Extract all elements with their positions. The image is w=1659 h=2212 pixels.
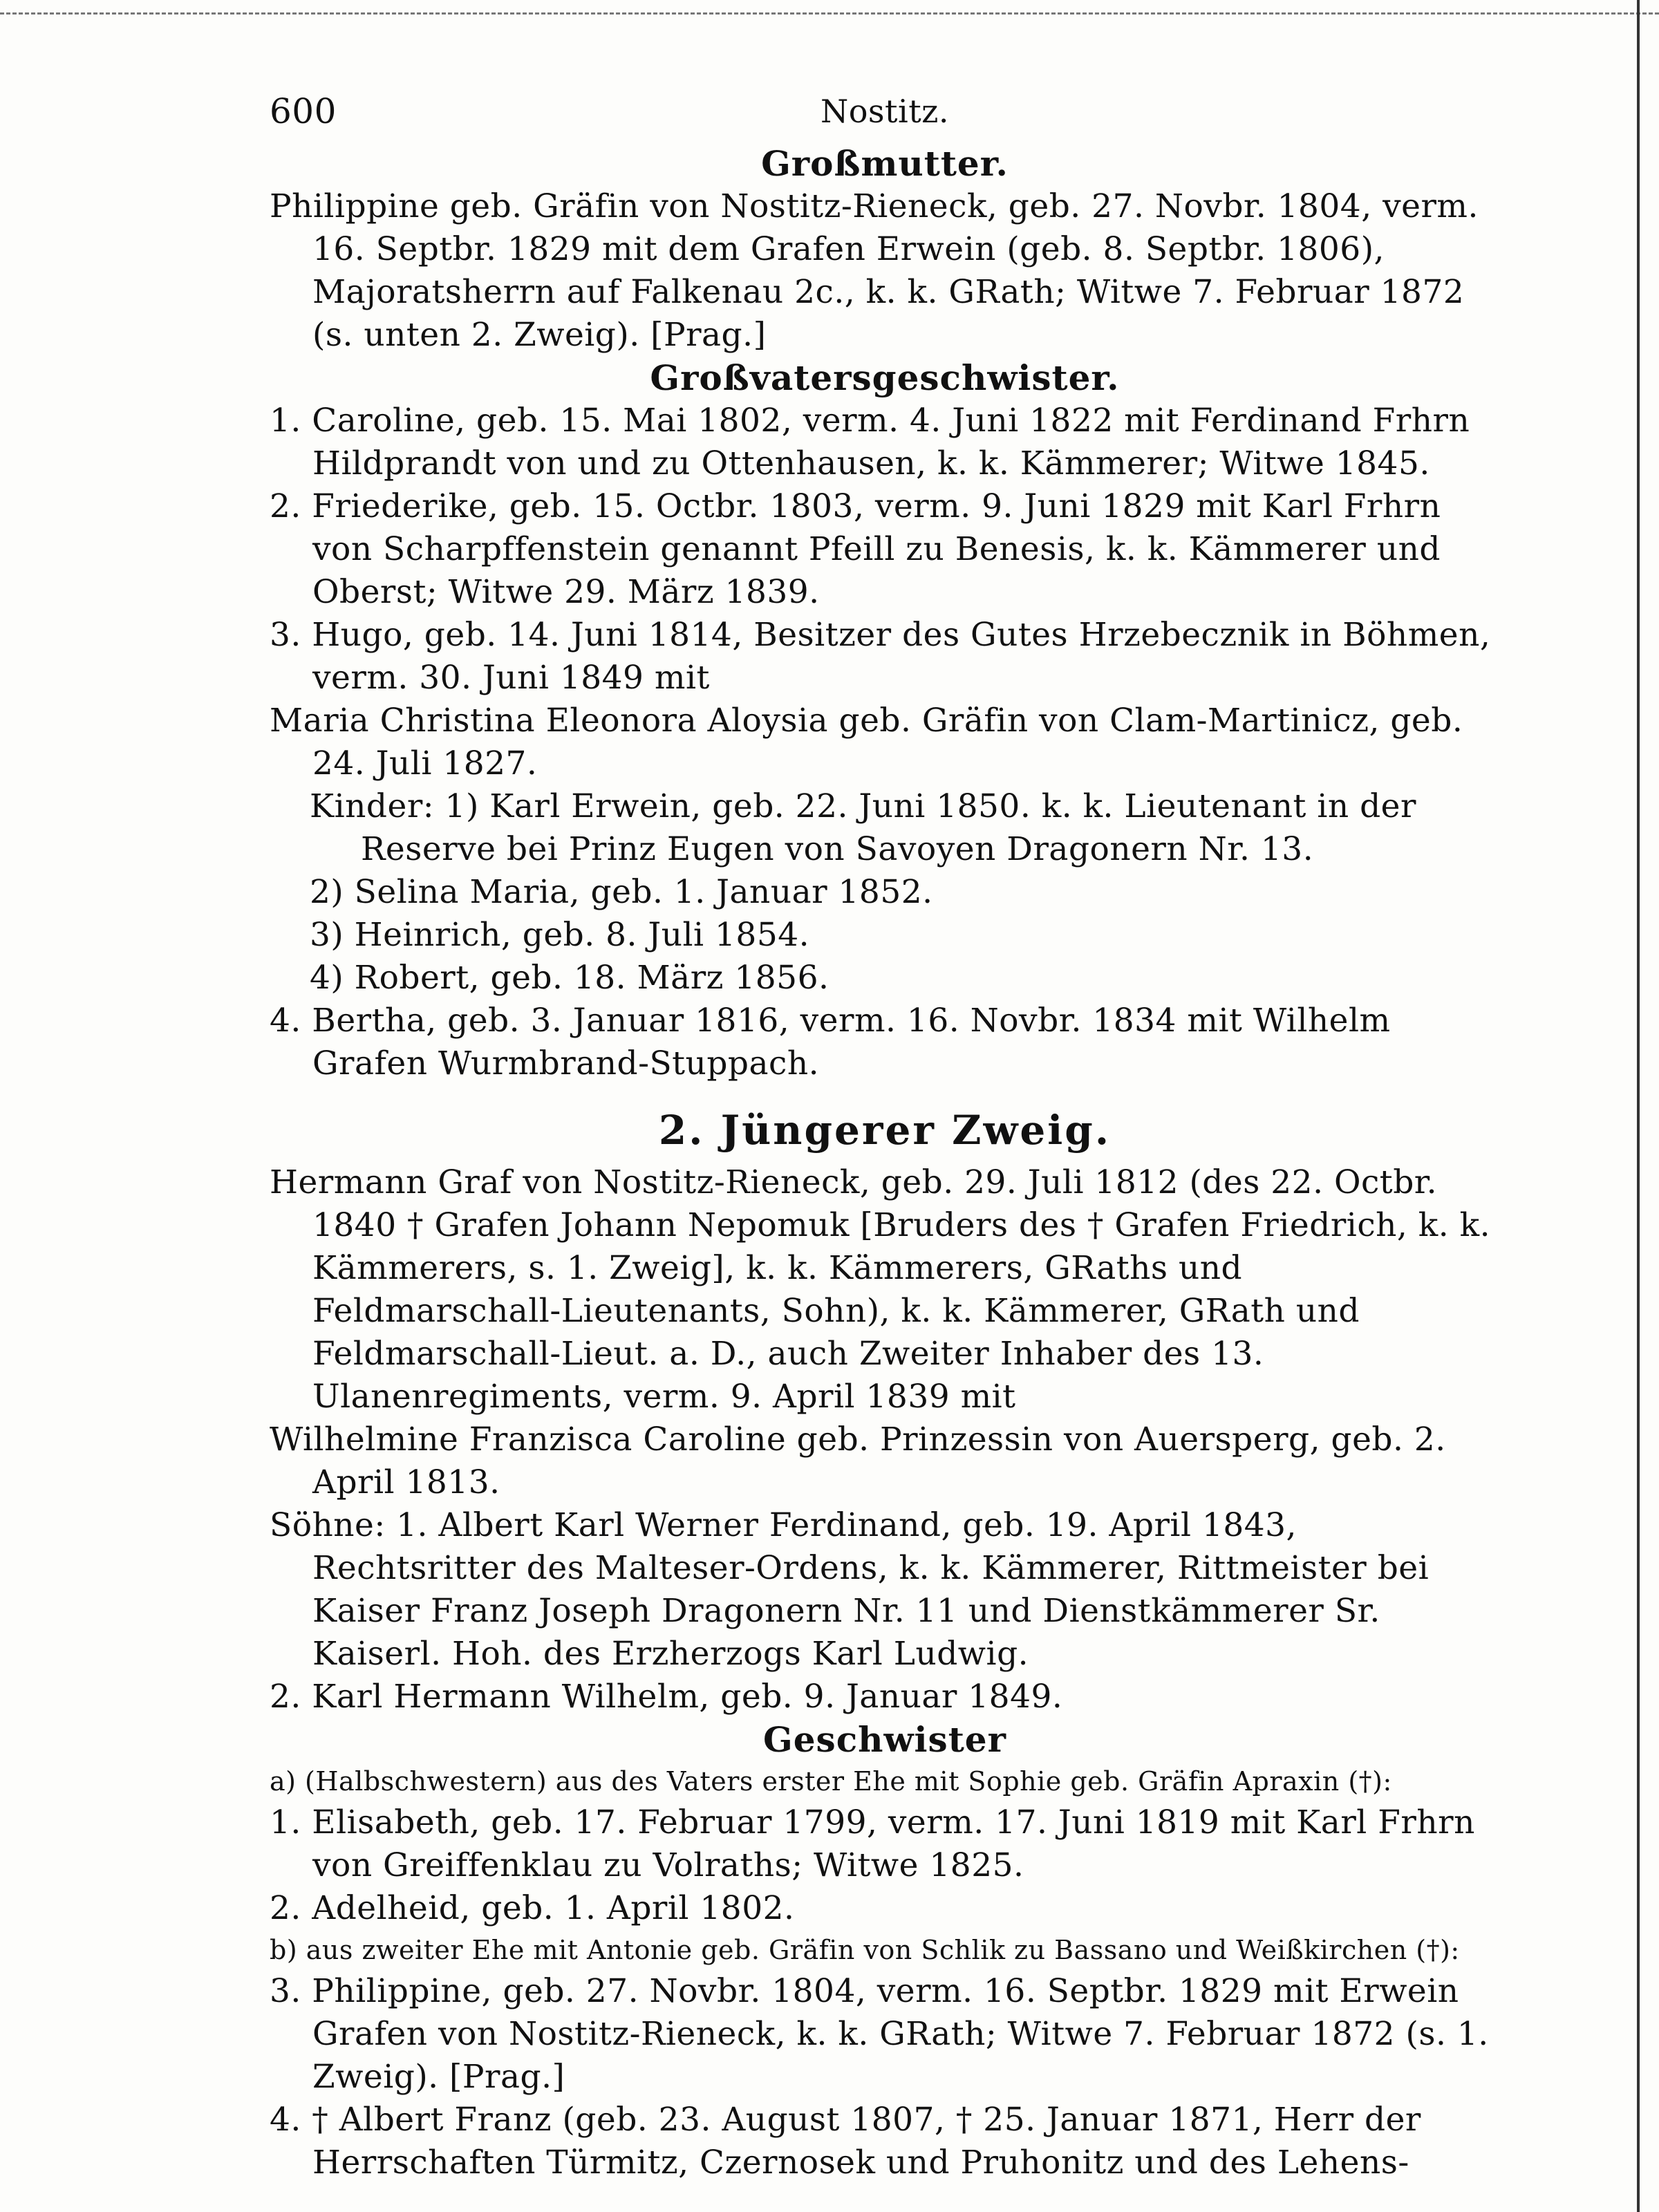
page-edge-right [1637, 0, 1640, 2212]
page-number: 600 [270, 91, 337, 131]
entry-kinder-3: 3) Heinrich, geb. 8. Juli 1854. [310, 916, 810, 954]
entry-adelheid: 2. Adelheid, geb. 1. April 1802. [270, 1889, 795, 1927]
heading-geschwister: Geschwister [763, 1719, 1006, 1760]
entry-wilhelmine: Wilhelmine Franzisca Caroline geb. Prinzessin von Auersperg, geb. 2. April 1813. [270, 1421, 1446, 1501]
entry-friederike: 2. Friederike, geb. 15. Octbr. 1803, verm. 9. Juni 1829 mit Karl Frhrn von Scharpffenstein genannt Pfeill zu Benesis, k. k. Kämmerer und Oberst; Witwe 29. März 1839. [270, 487, 1441, 611]
running-head: Nostitz. [820, 93, 950, 130]
entry-kinder-4: 4) Robert, geb. 18. März 1856. [310, 959, 830, 997]
entry-hermann: Hermann Graf von Nostitz-Rieneck, geb. 29. Juli 1812 (des 22. Octbr. 1840 † Grafen Johann Nepomuk [Bruders des † Grafen Friedrich, k. k. Kämmerers, s. 1. Zweig], k. k. Kämmerers, GRaths und Feldmarschall-Lieutenants, Sohn), k. k. Kämmerer, GRath und Feldmarschall-Lieut. a. D., auch Zweiter Inhaber des 13. Ulanenregiments, verm. 9. April 1839 mit [270, 1163, 1491, 1416]
entry-bertha: 4. Bertha, geb. 3. Januar 1816, verm. 16. Novbr. 1834 mit Wilhelm Grafen Wurmbrand-Stuppach. [270, 1002, 1391, 1082]
entry-kinder-1: Kinder: 1) Karl Erwein, geb. 22. Juni 1850. k. k. Lieutenant in der Reserve bei Prinz Eugen von Savoyen Dragonern Nr. 13. [310, 787, 1416, 868]
entry-hugo-wife: Maria Christina Eleonora Aloysia geb. Gräfin von Clam-Martinicz, geb. 24. Juli 1827. [270, 702, 1463, 782]
entry-philippine: 3. Philippine, geb. 27. Novbr. 1804, verm. 16. Septbr. 1829 mit Erwein Grafen von Nostitz-Rieneck, k. k. GRath; Witwe 7. Februar 1872 (s. 1. Zweig). [Prag.] [270, 1972, 1489, 2096]
entry-grossmutter: Philippine geb. Gräfin von Nostitz-Rieneck, geb. 27. Novbr. 1804, verm. 16. Septbr. 1829 mit dem Grafen Erwein (geb. 8. Septbr. 1806), Majoratsherrn auf Falkenau 2c., k. k. GRath; Witwe 7. Februar 1872 (s. unten 2. Zweig). [Prag.] [270, 187, 1479, 354]
heading-grossvatersgeschwister: Großvatersgeschwister. [650, 357, 1120, 398]
heading-juengerer-zweig: 2. Jüngerer Zweig. [658, 1107, 1112, 1154]
entry-hugo: 3. Hugo, geb. 14. Juni 1814, Besitzer des Gutes Hrzebecznik in Böhmen, verm. 30. Juni 1849 mit [270, 616, 1491, 697]
note-zweite-ehe: b) aus zweiter Ehe mit Antonie geb. Gräfin von Schlik zu Bassano und Weißkirchen (†): [270, 1935, 1460, 1965]
entry-soehne-2: 2. Karl Hermann Wilhelm, geb. 9. Januar 1849. [270, 1678, 1063, 1716]
entry-elisabeth: 1. Elisabeth, geb. 17. Februar 1799, verm. 17. Juni 1819 mit Karl Frhrn von Greiffenklau zu Volraths; Witwe 1825. [270, 1803, 1475, 1884]
entry-caroline: 1. Caroline, geb. 15. Mai 1802, verm. 4. Juni 1822 mit Ferdinand Frhrn Hildprandt von und zu Ottenhausen, k. k. Kämmerer; Witwe 1845. [270, 402, 1470, 482]
entry-kinder-2: 2) Selina Maria, geb. 1. Januar 1852. [310, 873, 933, 911]
note-halbschwestern: a) (Halbschwestern) aus des Vaters erster Ehe mit Sophie geb. Gräfin Apraxin (†): [270, 1766, 1392, 1797]
entry-soehne-1: Söhne: 1. Albert Karl Werner Ferdinand, geb. 19. April 1843, Rechtsritter des Malteser-Ordens, k. k. Kämmerer, Rittmeister bei Kaiser Franz Joseph Dragonern Nr. 11 und Dienstkämmerer Sr. Kaiserl. Hoh. des Erzherzogs Karl Ludwig. [270, 1506, 1430, 1673]
document-page [270, 90, 1500, 2184]
page-edge-top [0, 12, 1659, 15]
page-header [270, 90, 1500, 142]
heading-grossmutter: Großmutter. [761, 143, 1009, 184]
entry-albert-franz: 4. † Albert Franz (geb. 23. August 1807, † 25. Januar 1871, Herr der Herrschaften Türmitz, Czernosek und Pruhonitz und des Lehens- [270, 2101, 1421, 2182]
